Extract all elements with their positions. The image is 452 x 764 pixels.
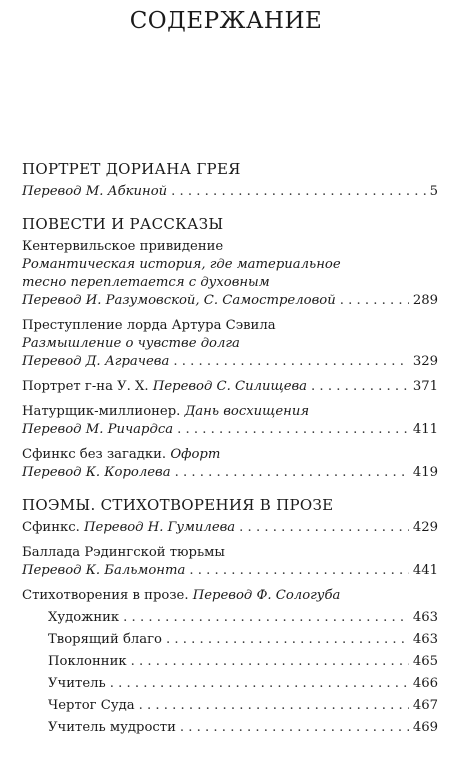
section-poems	[22, 496, 438, 737]
entry-subtitle: Размышление о чувстве долга	[22, 336, 240, 351]
toc-entry-model-millionaire[interactable]	[22, 403, 438, 439]
entry-translation: Перевод К. Бальмонта	[22, 563, 186, 578]
toc-entry-sphinx[interactable]	[22, 519, 438, 537]
page-number: 411	[412, 422, 438, 437]
toc-subentry[interactable]	[48, 631, 438, 649]
entry-title: Стихотворения в прозе.	[22, 588, 189, 603]
dot-leader	[189, 562, 408, 580]
entry-title: Преступление лорда Артура Сэвила	[22, 318, 276, 333]
section-heading: ПОРТРЕТ ДОРИАНА ГРЕЯ	[22, 160, 241, 178]
entry-title-group	[22, 446, 438, 464]
dot-leader	[173, 353, 409, 371]
page-title: СОДЕРЖАНИЕ	[129, 8, 323, 34]
entry-translation: Перевод И. Разумовской, С. Самостреловой	[22, 293, 336, 308]
entry-translation: Перевод М. Ричардса	[22, 422, 174, 437]
entry-line	[22, 562, 438, 580]
section-dorian-gray	[22, 160, 438, 201]
entry-line	[22, 421, 438, 439]
entry-title: Сфинкс.	[22, 520, 80, 535]
toc-subentry[interactable]	[48, 675, 438, 693]
entry-translation: Перевод С. Силищева	[152, 379, 308, 394]
entry-line	[22, 464, 438, 482]
entry-title: Натурщик-миллионер.	[22, 404, 181, 419]
toc-entry-portrait-wh[interactable]	[22, 378, 438, 396]
page-number: 429	[412, 520, 438, 535]
entry-line	[22, 353, 438, 371]
entry-line	[48, 697, 438, 715]
dot-leader	[175, 464, 409, 482]
dot-leader	[171, 183, 425, 201]
page-number: 289	[412, 293, 438, 308]
entry-title: Портрет г-на У. Х.	[22, 379, 149, 394]
page-number: 467	[412, 698, 438, 713]
toc-entry-savile[interactable]	[22, 317, 438, 371]
entry-title: Учитель мудрости	[48, 720, 176, 735]
section-heading: ПОЭМЫ. СТИХОТВОРЕНИЯ В ПРОЗЕ	[22, 496, 334, 514]
toc-content	[22, 160, 438, 751]
dot-leader	[139, 697, 409, 715]
page-number: 5	[429, 184, 438, 199]
entry-title: Чертог Суда	[48, 698, 135, 713]
entry-title: Поклонник	[48, 654, 127, 669]
page-number: 371	[412, 379, 438, 394]
toc-subentry[interactable]	[48, 609, 438, 627]
entry-line	[48, 675, 438, 693]
section-heading: ПОВЕСТИ И РАССКАЗЫ	[22, 215, 224, 233]
entry-title: Кентервильское привидение	[22, 239, 224, 254]
toc-subentry[interactable]	[48, 697, 438, 715]
dot-leader	[131, 653, 409, 671]
dot-leader	[177, 421, 409, 439]
dot-leader	[123, 609, 409, 627]
dot-leader	[311, 378, 409, 396]
dot-leader	[110, 675, 409, 693]
page-number: 469	[412, 720, 438, 735]
prose-poems-list	[22, 609, 438, 737]
entry-subtitle: Дань восхищения	[184, 404, 310, 419]
dot-leader	[340, 292, 409, 310]
toc-entry-dorian-gray[interactable]	[22, 183, 438, 201]
page-number: 463	[412, 610, 438, 625]
entry-translation: Перевод Ф. Сологуба	[192, 588, 341, 603]
entry-line	[22, 292, 438, 310]
entry-title: Художник	[48, 610, 120, 625]
entry-subtitle: Офорт	[170, 447, 221, 462]
entry-subtitle: Романтическая история, где материальное	[22, 257, 341, 272]
entry-translation: Перевод К. Королева	[22, 465, 171, 480]
entry-translation: Перевод М. Абкиной	[22, 184, 168, 199]
page-number: 463	[412, 632, 438, 647]
page-number: 419	[412, 465, 438, 480]
entry-line	[48, 653, 438, 671]
toc-entry-sphinx-without-secret[interactable]	[22, 446, 438, 482]
entry-line	[48, 631, 438, 649]
entry-line	[48, 609, 438, 627]
entry-title-group	[22, 403, 438, 421]
page-number: 441	[412, 563, 438, 578]
dot-leader	[166, 631, 409, 649]
page-number: 465	[412, 654, 438, 669]
entry-line	[22, 519, 438, 537]
dot-leader	[239, 519, 409, 537]
page-number: 466	[412, 676, 438, 691]
entry-title: Творящий благо	[48, 632, 162, 647]
entry-subtitle: тесно переплетается с духовным	[22, 275, 270, 290]
entry-translation: Перевод Н. Гумилева	[84, 520, 236, 535]
entry-title-group	[22, 587, 438, 605]
toc-subentry[interactable]	[48, 719, 438, 737]
toc-subentry[interactable]	[48, 653, 438, 671]
entry-line	[48, 719, 438, 737]
entry-title: Учитель	[48, 676, 106, 691]
entry-line	[22, 378, 438, 396]
entry-title: Сфинкс без загадки.	[22, 447, 167, 462]
toc-entry-canterville[interactable]	[22, 238, 438, 310]
toc-entry-reading-gaol[interactable]	[22, 544, 438, 580]
dot-leader	[180, 719, 409, 737]
entry-title-group	[22, 519, 235, 537]
section-stories	[22, 215, 438, 482]
page-number: 329	[412, 354, 438, 369]
entry-translation: Перевод Д. Аграчева	[22, 354, 170, 369]
entry-line	[22, 183, 438, 201]
toc-entry-prose-poems	[22, 587, 438, 737]
entry-title: Баллада Рэдингской тюрьмы	[22, 545, 225, 560]
entry-title-group	[22, 378, 307, 396]
